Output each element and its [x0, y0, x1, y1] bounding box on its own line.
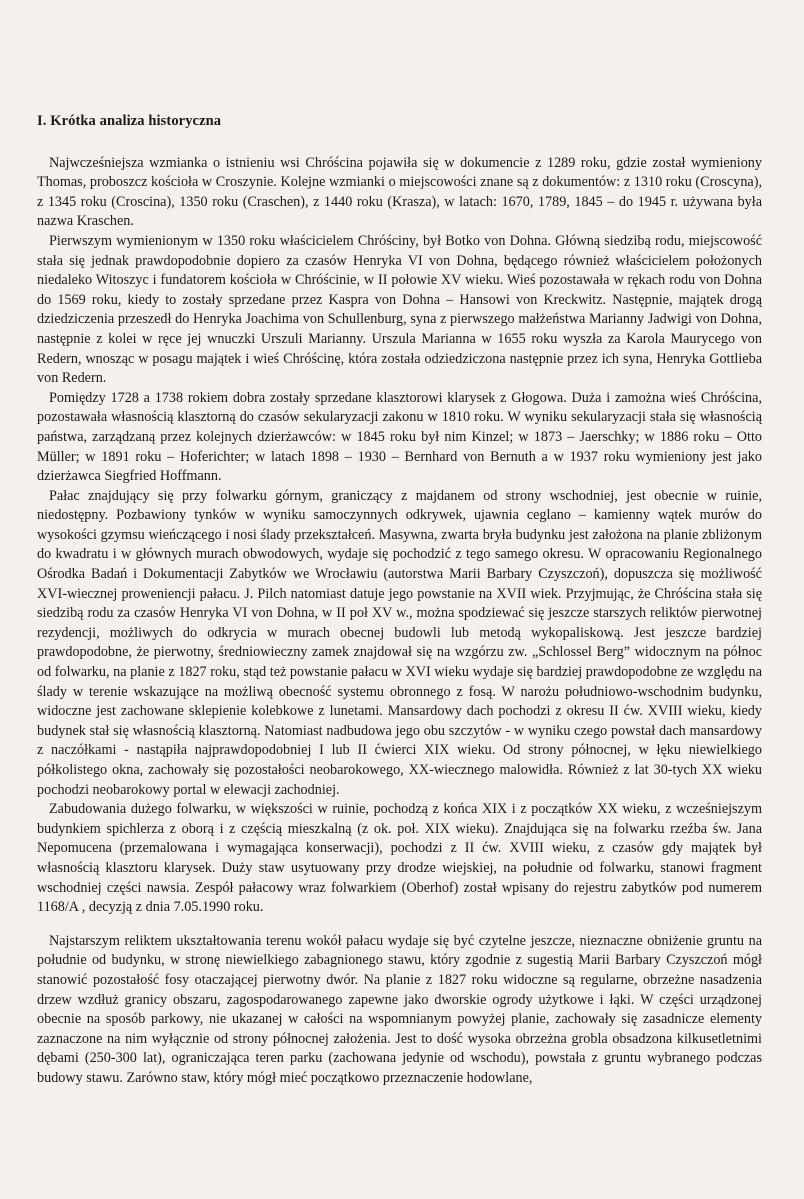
- paragraph-farm-buildings: Zabudowania dużego folwarku, w większości w ruinie, pochodzą z końca XIX i z początków XX wieku, z wcześniejszym budynkiem spichlerza z oborą i z częścią mieszkalną (z ok. poł. XIX wieku). Znajdująca się na folwarku rzeźba św. Jana Nepomucena (przemalowana i wymagająca konserwacji), pochodzi z II ćw. XVIII wieku, z czasów gdy majątek był własnością klasztoru klarysek. Duży staw usytuowany przy drodze wiejskiej, na południe od folwarku, stanowi fragment wschodniej części nawsia. Zespół pałacowy wraz folwarkiem (Oberhof) został wpisany do rejestru zabytków pod numerem 1168/A , decyzją z dnia 7.05.1990 roku.: [37, 801, 762, 916]
- paragraph-terrain-park: Najstarszym reliktem ukształtowania terenu wokół pałacu wydaje się być czytelne jeszcze, nieznaczne obniżenie gruntu na południe od budynku, w stronę niewielkiego zabagnionego stawu, który zgodnie z sugestią Marii Barbary Czyszczoń mógł stanowić pozostałość fosy otaczającej pierwotny dwór. Na planie z 1827 roku widoczne są regularne, obrzeżne nasadzenia drzew wzdłuż granicy obszaru, zagospodarowanego zapewne jako dworskie ogrody użytkowe i łąki. W części urządzonej obecnie na sposób parkowy, nie ukazanej w całości na wspomnianym powyżej planie, zachowały się zasadnicze elementy zaznaczone na nim wyłącznie od strony północnej założenia. Jest to dość wysoka obrzeżna grobla obsadzona kilkusetletnimi dębami (250-300 lat), ograniczająca teren parku (zachowana jedynie od wschodu), powstała z gruntu wybranego podczas budowy stawu. Zarówno staw, który mógł mieć początkowo przeznaczenie hodowlane,: [37, 932, 762, 1086]
- paragraph-clarisse-convent: Pomiędzy 1728 a 1738 rokiem dobra zostały sprzedane klasztorowi klarysek z Głogowa. Duża i zamożna wieś Chróścina, pozostawała własnością klasztorną do czasów sekularyzacji zakonu w 1810 roku. W wyniku sekularyzacji stała się własnością państwa, zarządzaną przez kolejnych dzierżawców: w 1845 roku był nim Kinzel; w 1873 – Jaerschky; w 1886 roku – Otto Müller; w 1891 roku – Hoferichter; w latach 1898 – 1930 – Bernhard von Bernuth a w 1937 roku wymieniony jest jako dzierżawca Siegfried Hoffmann.: [37, 389, 762, 485]
- paragraph-palace-description: Pałac znajdujący się przy folwarku górnym, graniczący z majdanem od strony wschodniej, jest obecnie w ruinie, niedostępny. Pozbawiony tynków w wyniku samoczynnych odkrywek, ujawnia ceglano – kamienny wątek murów do wysokości gzymsu wieńczącego i nosi ślady przekształceń. Masywna, zwarta bryła budynku jest założona na planie zbliżonym do kwadratu i w głównych murach obwodowych, wydaje się pochodzić z tego samego okresu. W opracowaniu Regionalnego Ośrodka Badań i Dokumentacji Zabytków we Wrocławiu (autorstwa Marii Barbary Czyszczoń), dopuszcza się możliwość XVI-wiecznej proweniencji pałacu. J. Pilch natomiast datuje jego powstanie na XVII wiek. Przyjmując, że Chróścina stała się siedzibą rodu za czasów Henryka VI von Dohna, w II poł XV w., można spodziewać się jeszcze starszych reliktów pierwotnej rezydencji, możliwych do odkrycia w murach obecnej budowli lub metodą wykopaliskową. Jest jeszcze bardziej prawdopodobne, że pierwotny, średniowieczny zamek znajdował się na wzgórzu zw. „Schlossel Berg” widocznym na północ od folwarku, na planie z 1827 roku, stąd też powstanie pałacu w XVI wieku wydaje się bardziej prawdopodobne ze względu na ślady w terenie wskazujące na możliwą obecność systemu obronnego z fosą. W narożu południowo-wschodnim budynku, widoczne jest zachowane sklepienie kolebkowe z lunetami. Mansardowy dach pochodzi z okresu II ćw. XVIII wieku, kiedy budynek stał się własnością klasztorną. Natomiast nadbudowa jego obu szczytów - w wyniku czego powstał dach mansardowy z naczółkami - nastąpiła najprawdopodobniej I lub II ćwierci XIX wieku. Od strony północnej, w łęku niewielkiego półkolistego okna, zachowały się pozostałości neobarokowego, XX-wiecznego malowidła. Również z lat 30-tych XX wieku pochodzi neobarokowy portal w elewacji zachodniej.: [37, 487, 762, 798]
- document-page: [37, 112, 762, 1089]
- paragraph-owners-dohna: Pierwszym wymienionym w 1350 roku właścicielem Chróściny, był Botko von Dohna. Główną siedzibą rodu, miejscowość stała się jednak prawdopodobnie dopiero za czasów Henryka VI von Dohna, będącego również właścicielem położonych niedaleko Witoszyc i fundatorem kościoła w Chróścinie, w II połowie XV wieku. Wieś pozostawała w rękach rodu von Dohna do 1569 roku, kiedy to zostały sprzedane przez Kaspra von Dohna – Hansowi von Kreckwitz. Następnie, majątek drogą dziedziczenia przeszedł do Henryka Joachima von Schullenburg, syna z pierwszego małżeństwa Marianny Jadwigi von Dohna, następnie z kolei w ręce jej wnuczki Urszuli Marianny. Urszula Marianna w 1655 roku wyszła za Karola Maurycego von Redern, wnosząc w posagu majątek i wieś Chróścinę, która została odziedziczona następnie przez ich syna, Henryka Gottlieba von Redern.: [37, 232, 762, 387]
- paragraph-earliest-mentions: Najwcześniejsza wzmianka o istnieniu wsi Chróścina pojawiła się w dokumencie z 1289 roku, gdzie został wymieniony Thomas, proboszcz kościoła w Croszynie. Kolejne wzmianki o miejscowości znane są z dokumentów: z 1310 roku (Croscyna), z 1345 roku (Croscina), 1350 roku (Craschen), z 1440 roku (Krasza), w latach: 1670, 1789, 1845 – do 1945 r. używana była nazwa Kraschen.: [37, 154, 762, 230]
- section-heading: I. Krótka analiza historyczna: [37, 113, 222, 129]
